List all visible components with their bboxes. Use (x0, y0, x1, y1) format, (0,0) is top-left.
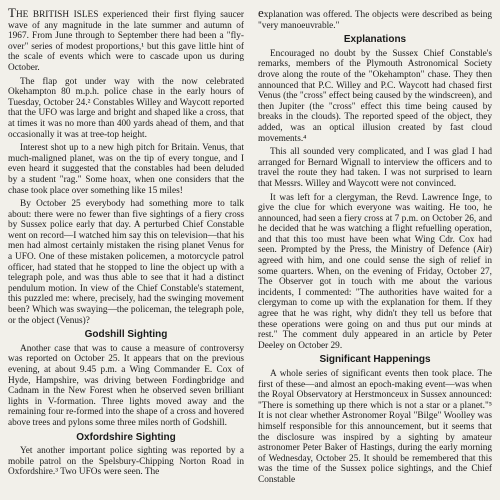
paragraph: THE BRITISH ISLES experienced their first flying saucer wave of any magnitude in the late summer and autumn of 1967. From June through to September there had been a "fly-over" series of modest proportions,¹ but this gave little hint of the scale of events which were to cascade upon us during October. (8, 5, 244, 73)
right-column (258, 0, 492, 500)
section-heading: Godshill Sighting (84, 329, 168, 341)
section-heading: Significant Happenings (319, 354, 431, 366)
paragraph: A whole series of significant events then took place. The first of these—and almost an epoch-making event—was when the Royal Observatory at Herstmonceux in Sussex announced: "There is something up there which is not a star or a planet."⁵ It is not clear whether Astronomer Royal "Bilge" Woolley was himself responsible for this announcement, but it seems that the disclosure was inspired by a sighting by amateur astronomer Peter Baker of Hastings, during the early morning of Wednesday, October 25. It should be remembered that this was the time of the Sussex police sightings, and the Chief Constable (258, 369, 492, 485)
section-heading: Explanations (343, 34, 407, 46)
paragraph: Yet another important police sighting was reported by a mobile patrol on the Spelsbury-Chipping Norton Road in Oxfordshire.³ Two UFOs were seen. The (8, 446, 244, 478)
paragraph: Interest shot up to a new high pitch for Britain. Venus, that much-maligned planet, was on the tip of every tongue, and I even heard it suggested that the constables had been deluded by a student "rag." Some hoax, when one considers that the chase took place over something like 15 miles! (8, 143, 244, 196)
paragraph: Another case that was to cause a measure of controversy was reported on October 25. It appears that on the previous evening, at about 9.45 p.m. a Wing Commander E. Cox of Hyde, Hampshire, was driving between Fordingbridge and Cadnam in the New Forest when he observed seven brilliant lights in V-formation. Three lights moved away and the remaining four re-formed into the shape of a cross and hovered above trees and pylons some three miles north of Godshill. (8, 343, 244, 428)
paragraph: It was left for a clergyman, the Revd. Lawrence Inge, to give the clue for which everyone was waiting. He too, he announced, had seen a fiery cross at 7 p.m. on October 26, and he decided that he was watching a flight refuelling operation, and that this too must have been what Wing Cdr. Cox had seen. Prompted by the Press, the Ministry of Defence (Air) agreed with him, and one could sense the sigh of relief in some quarters. When, on the evening of Friday, October 27, The Observer got in touch with me about the various incidents, I commented: "The authorities have waited for a clergyman to come up with the explanation for them. If they agree that he was right, why didn't they tell us before that these operations were going on and thus put our minds at rest." The comment duly appeared in an article by Peter Deeley on October 29. (258, 192, 492, 351)
section-heading: Oxfordshire Sighting (76, 431, 176, 443)
paragraph: By October 25 everybody had something more to talk about: there were no fewer than five sightings of a fiery cross by Sussex police early that day. A perturbed Chief Constable went on record—I watched him say this on television—that his men had almost certainly mistaken the rising planet Venus for a UFO. One of these mistaken policemen, a motorcycle patrol officer, had stated that he stopped to line the object up with a telegraph pole, and was thus able to see that it had a distinct pendulum motion. In view of the Chief Constable's statement, this puzzled me: where, precisely, had the swinging movement been? Which was swaying—the policeman, the telegraph pole, or the object (Venus)? (8, 199, 244, 326)
left-column (8, 0, 244, 500)
paragraph: This all sounded very complicated, and I was glad I had arranged for Bernard Wignall to interview the officers and to travel the route they had taken. I was not surprised to learn that Messrs. Willey and Waycott were not convinced. (258, 147, 492, 189)
paragraph: explanation was offered. The objects were described as being "very manoeuvrable." (258, 5, 492, 31)
paragraph: The flap got under way with the now celebrated Okehampton 80 m.p.h. police chase in the early hours of Tuesday, October 24.² Constables Willey and Waycott reported that the UFO was large and bright and shaped like a cross, that at times it was no more than 400 yards ahead of them, and that occasionally it was at tree-top height. (8, 76, 244, 140)
paragraph: Encouraged no doubt by the Sussex Chief Constable's remarks, members of the Plymouth Astronomical Society drove along the route of the "Okehampton" chase. They then announced that P.C. Willey and P.C. Waycott had chased first Venus (the "cross" effect being caused by the windscreen), and then Jupiter (the "cross" effect this time being caused by breaks in the clouds). The reported speed of the object, they added, was an optical illusion created by fast cloud movements.⁴ (258, 48, 492, 144)
